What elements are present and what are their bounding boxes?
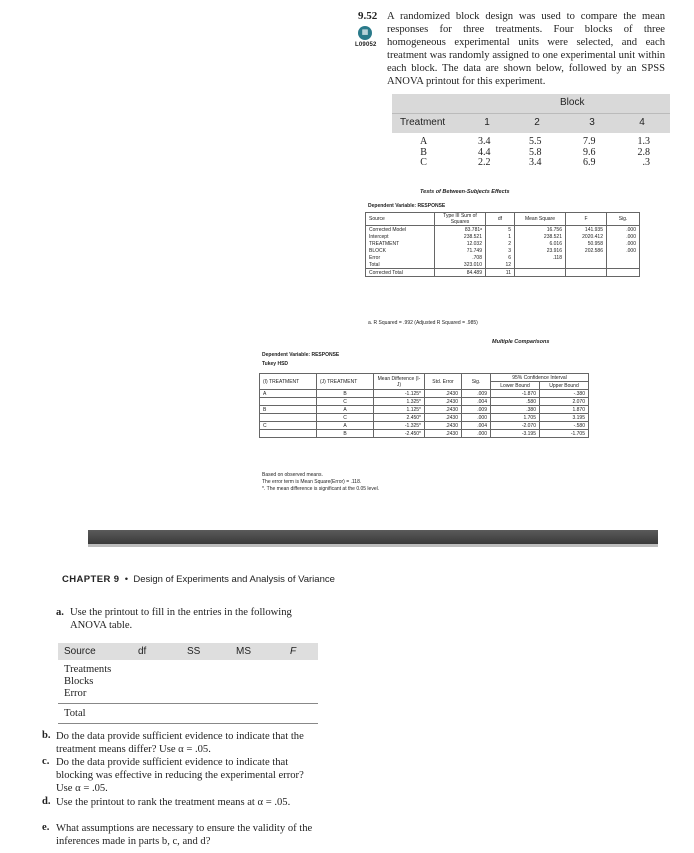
file-code: L09052 <box>355 42 377 48</box>
between-subjects-table <box>365 212 640 277</box>
col-lower: Lower Bound <box>491 382 540 390</box>
cell: 323.010 <box>435 261 486 269</box>
cell: .2430 <box>425 414 462 422</box>
cell: Corrected Model <box>366 226 435 234</box>
cell: -1.125* <box>374 390 425 398</box>
cell: .004 <box>462 422 491 430</box>
table-header-row <box>260 374 589 382</box>
cell: .009 <box>462 390 491 398</box>
question-b-letter: b. <box>42 730 51 741</box>
cell: 50.958 <box>566 240 607 247</box>
chapter-header <box>62 574 335 585</box>
cell: 5.8 <box>529 146 542 158</box>
cell: -2.070 <box>491 422 540 430</box>
cell: .000 <box>607 247 640 254</box>
cell: .2430 <box>425 422 462 430</box>
page-divider-shadow <box>88 544 658 547</box>
anova-col-f: F <box>290 646 297 657</box>
block-3-values <box>583 137 596 169</box>
table-row <box>366 254 640 261</box>
cell: 1 <box>486 233 515 240</box>
multiple-comparisons-table <box>259 373 589 438</box>
note-line: Based on observed means. <box>262 472 323 478</box>
block-header-band <box>392 94 670 114</box>
cell: .000 <box>607 226 640 234</box>
cell: B <box>260 406 317 414</box>
cell: 7.9 <box>583 136 596 147</box>
table-row <box>366 233 640 240</box>
tukey-label: Tukey HSD <box>262 361 289 367</box>
multiple-comparisons-notes <box>262 472 379 493</box>
col-upper: Upper Bound <box>540 382 589 390</box>
table-row <box>260 390 589 398</box>
table-row <box>366 247 640 254</box>
table-row <box>366 226 640 234</box>
anova-col-ms: MS <box>236 646 251 657</box>
cell: 2.8 <box>637 146 650 158</box>
cell <box>607 261 640 269</box>
treatment-b: B <box>420 146 427 158</box>
cell: .580 <box>491 398 540 406</box>
col-sig: Sig. <box>462 374 491 390</box>
cell: A <box>317 406 374 414</box>
cell: 4.4 <box>478 146 491 158</box>
cell: .3 <box>642 157 650 168</box>
cell: 11 <box>486 269 515 277</box>
question-a-letter: a. <box>56 607 64 618</box>
note-line: The error term is Mean Square(Error) = .118. <box>262 479 362 485</box>
dependent-variable-label: Dependent Variable: RESPONSE <box>368 203 446 209</box>
cell: .2430 <box>425 406 462 414</box>
cell: A <box>317 422 374 430</box>
cell: 6.9 <box>583 157 596 168</box>
chapter-title: Design of Experiments and Analysis of Variance <box>133 574 335 585</box>
cell <box>566 261 607 269</box>
cell: BLOCK <box>366 247 435 254</box>
cell: .004 <box>462 398 491 406</box>
block-data-rows <box>392 133 670 169</box>
cell: 12.032 <box>435 240 486 247</box>
cell: .009 <box>462 406 491 414</box>
multiple-comparisons-title: Multiple Comparisons <box>492 339 550 345</box>
question-a-text: Use the printout to fill in the entries in the following ANOVA table. <box>70 607 292 631</box>
col-f: F <box>566 213 607 226</box>
question-c-letter: c. <box>42 756 50 767</box>
cell: .000 <box>607 240 640 247</box>
anova-row-total: Total <box>64 708 86 719</box>
cell: .2430 <box>425 398 462 406</box>
col-std-error: Std. Error <box>425 374 462 390</box>
cell: 202.586 <box>566 247 607 254</box>
cell: .380 <box>491 406 540 414</box>
cell: C <box>317 398 374 406</box>
cell: 2.070 <box>540 398 589 406</box>
cell: -.380 <box>540 390 589 398</box>
treatment-header: Treatment <box>400 117 446 128</box>
cell: 2 <box>486 240 515 247</box>
cell: B <box>317 430 374 438</box>
anova-header-band <box>58 643 318 660</box>
r-squared-note: a. R Squared = .992 (Adjusted R Squared = .985) <box>368 320 478 326</box>
table-row <box>260 398 589 406</box>
cell: 9.6 <box>583 146 596 158</box>
cell: .708 <box>435 254 486 261</box>
cell: 3.195 <box>540 414 589 422</box>
cell: 5.5 <box>529 136 542 147</box>
cell: C <box>260 422 317 430</box>
cell: 71.749 <box>435 247 486 254</box>
cell: 3.4 <box>478 136 491 147</box>
block-col-2: 2 <box>534 117 540 128</box>
cell: -.580 <box>540 422 589 430</box>
block-header: Block <box>560 97 585 108</box>
table-row <box>366 240 640 247</box>
block-col-3: 3 <box>589 117 595 128</box>
tests-title: Tests of Between-Subjects Effects <box>420 189 510 195</box>
cell <box>607 254 640 261</box>
treatment-column <box>420 137 427 169</box>
cell: 3.4 <box>529 157 542 168</box>
cell: 238.521 <box>435 233 486 240</box>
col-ss: Type III Sum of Squares <box>435 213 486 226</box>
anova-row-blocks: Blocks <box>64 676 94 687</box>
cell <box>260 430 317 438</box>
anova-source-rows <box>64 664 111 700</box>
cell: 2020.412 <box>566 233 607 240</box>
cell: -3.195 <box>491 430 540 438</box>
table-row <box>260 430 589 438</box>
cell <box>260 398 317 406</box>
question-e-letter: e. <box>42 822 50 833</box>
table-row <box>260 414 589 422</box>
cell <box>260 414 317 422</box>
cell <box>607 269 640 277</box>
cell: .000 <box>607 233 640 240</box>
cell <box>566 254 607 261</box>
cell: Error <box>366 254 435 261</box>
note-line: *. The mean difference is significant at the 0.05 level. <box>262 486 380 492</box>
chapter-bullet: • <box>124 574 129 585</box>
treatment-c: C <box>420 157 427 168</box>
cell: -1.870 <box>491 390 540 398</box>
col-mean-diff: Mean Difference (I-J) <box>374 374 425 390</box>
cell: 83.781ᵃ <box>435 226 486 234</box>
cell: Total <box>366 261 435 269</box>
table-row <box>366 269 640 277</box>
cell: .2430 <box>425 430 462 438</box>
block-data-table <box>392 94 670 169</box>
cell: .000 <box>462 430 491 438</box>
cell: 141.935 <box>566 226 607 234</box>
anova-col-df: df <box>138 646 147 657</box>
cell: 2.450* <box>374 414 425 422</box>
chapter-label: CHAPTER 9 <box>62 574 120 585</box>
cell: 6 <box>486 254 515 261</box>
col-source: Source <box>366 213 435 226</box>
block-col-4: 4 <box>639 117 645 128</box>
col-ms: Mean Square <box>515 213 566 226</box>
cell: 16.756 <box>515 226 566 234</box>
anova-col-ss: SS <box>187 646 201 657</box>
block-4-values <box>634 137 650 169</box>
anova-row-treatments: Treatments <box>64 664 112 675</box>
cell: B <box>317 390 374 398</box>
block-1-values <box>478 137 491 169</box>
cell: .2430 <box>425 390 462 398</box>
question-d-text: Use the printout to rank the treatment means at α = .05. <box>56 797 291 808</box>
cell: .118 <box>515 254 566 261</box>
cell: Intercept <box>366 233 435 240</box>
anova-table <box>58 643 318 727</box>
block-2-values <box>529 137 542 169</box>
page-divider-bar <box>88 530 658 544</box>
col-j: (J) TREATMENT <box>317 374 374 390</box>
cell: 2.2 <box>478 157 491 168</box>
table-header-row <box>366 213 640 226</box>
col-ci: 95% Confidence Interval <box>491 374 589 382</box>
cell: 5 <box>486 226 515 234</box>
question-b-text: Do the data provide sufficient evidence to indicate that the treatment means differ? Use α = .05. <box>56 731 304 755</box>
problem-text: A randomized block design was used to compare the mean responses for three treatments. Four blocks of three homogeneous experimental units were selected, and each treatment was randomly assigned to one experimental unit within each block. The data are shown below, followed by an SPSS ANOVA printout for this experiment. <box>387 11 665 87</box>
cell: 238.521 <box>515 233 566 240</box>
cell: 1.705 <box>491 414 540 422</box>
cell: A <box>260 390 317 398</box>
cell: C <box>317 414 374 422</box>
cell <box>515 261 566 269</box>
table-row <box>260 406 589 414</box>
cell: .000 <box>462 414 491 422</box>
treatment-header-band <box>392 114 670 133</box>
cell: Corrected Total <box>366 269 435 277</box>
anova-rule <box>58 703 318 704</box>
cell: 1.125* <box>374 406 425 414</box>
block-col-1: 1 <box>484 117 490 128</box>
anova-row-error: Error <box>64 688 87 699</box>
data-file-icon: ▦ <box>358 26 372 40</box>
table-row <box>366 261 640 269</box>
cell: -1.325* <box>374 422 425 430</box>
cell: TREATMENT <box>366 240 435 247</box>
cell: 1.870 <box>540 406 589 414</box>
question-e-text: What assumptions are necessary to ensure the validity of the inferences made in parts b, c, and d? <box>56 823 313 847</box>
cell: 1.3 <box>637 136 650 147</box>
question-d-letter: d. <box>42 796 51 807</box>
cell: -2.450* <box>374 430 425 438</box>
anova-rule-bottom <box>58 723 318 724</box>
cell: 84.489 <box>435 269 486 277</box>
anova-col-source: Source <box>64 646 96 657</box>
cell: 3 <box>486 247 515 254</box>
cell <box>566 269 607 277</box>
table-row <box>260 422 589 430</box>
problem-number: 9.52 <box>358 10 378 22</box>
cell: 6.016 <box>515 240 566 247</box>
cell: -1.705 <box>540 430 589 438</box>
cell: 1.325* <box>374 398 425 406</box>
cell: 12 <box>486 261 515 269</box>
col-df: df <box>486 213 515 226</box>
cell: 23.916 <box>515 247 566 254</box>
treatment-a: A <box>420 136 428 147</box>
col-i: (I) TREATMENT <box>260 374 317 390</box>
dependent-variable-label-2: Dependent Variable: RESPONSE <box>262 352 340 358</box>
question-c-text: Do the data provide sufficient evidence to indicate that blocking was effective in reducing the experimental error? Use α = .05. <box>56 757 304 794</box>
col-sig: Sig. <box>607 213 640 226</box>
cell <box>515 269 566 277</box>
